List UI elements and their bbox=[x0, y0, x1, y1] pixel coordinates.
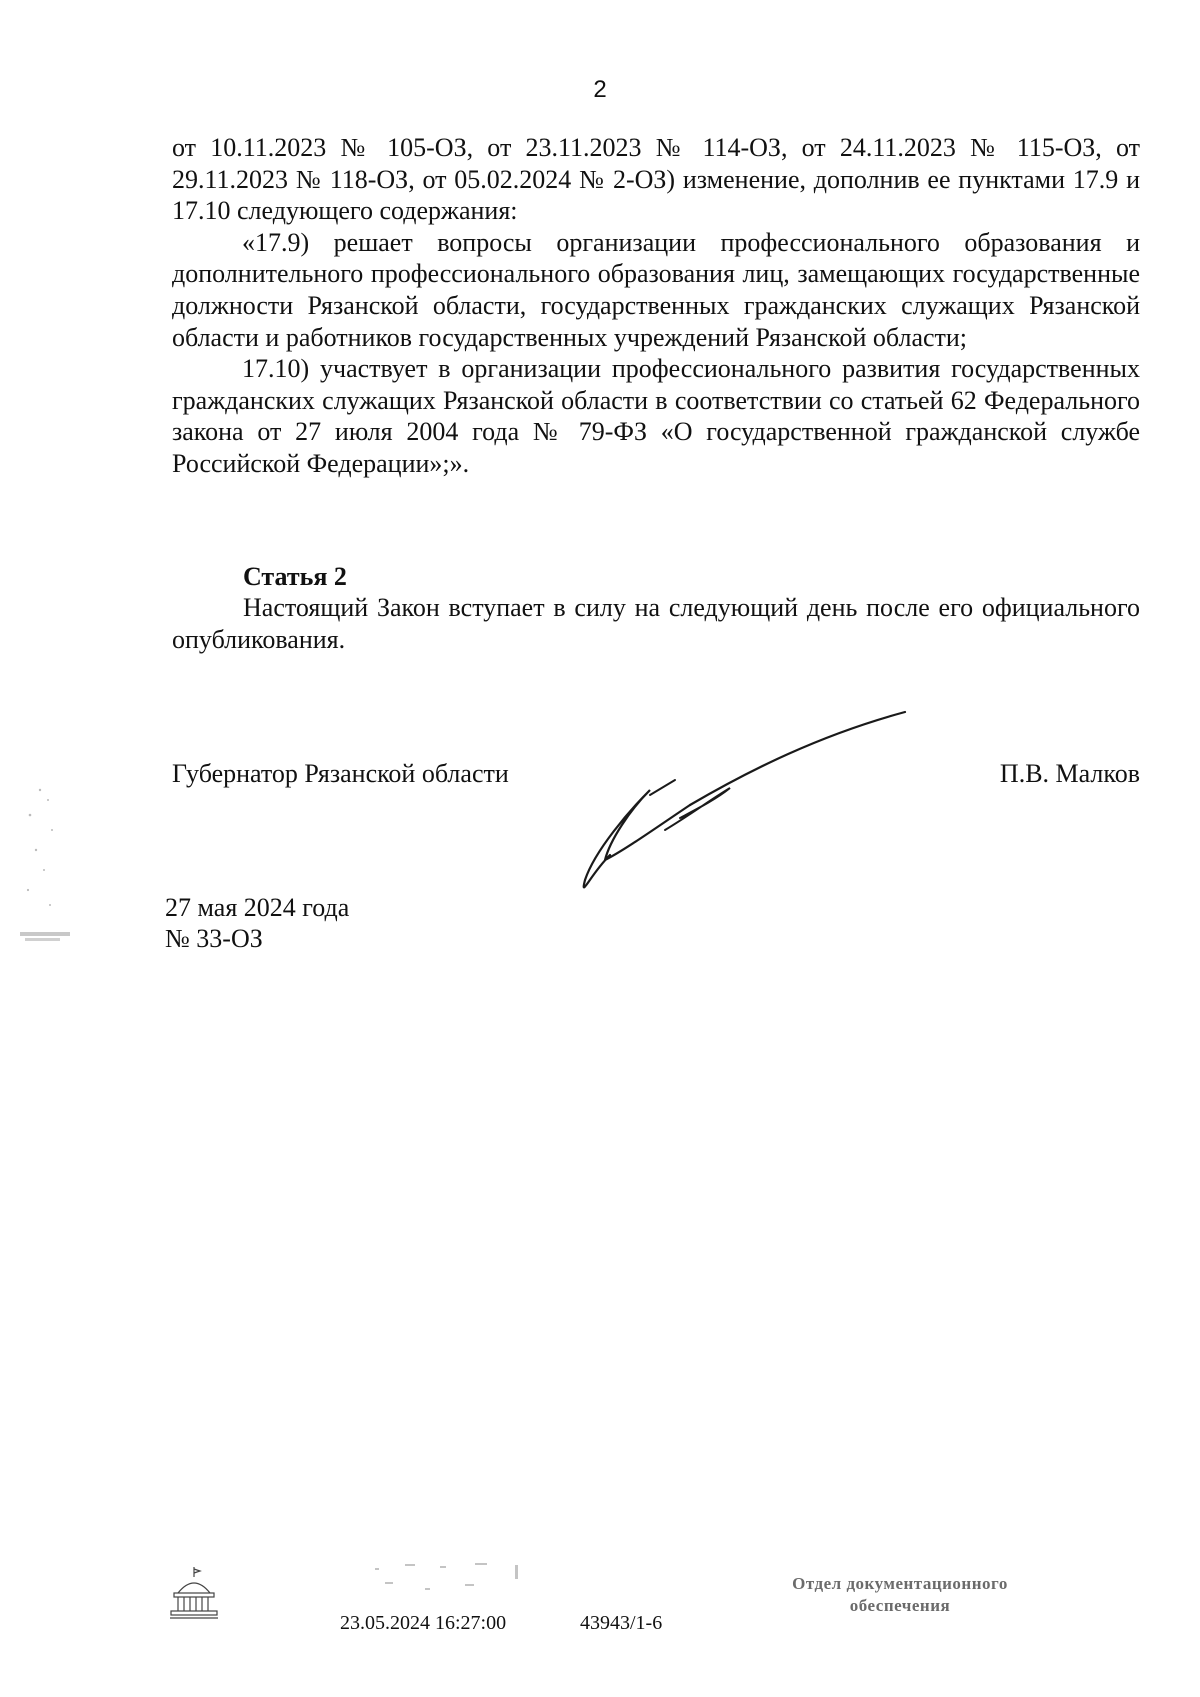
article-2-paragraph: Настоящий Закон вступает в силу на следующий день после его официального опубликования. bbox=[172, 593, 1140, 654]
footer-registration-number: 43943/1-6 bbox=[580, 1612, 663, 1634]
law-date: 27 мая 2024 года bbox=[165, 893, 350, 922]
faint-stamp-icon bbox=[0, 770, 90, 950]
signer-title: Губернатор Рязанской области bbox=[172, 759, 509, 788]
item-17-10-paragraph: 17.10) участвует в организации профессионального развития государственных гражданских служащих Рязанской области в соответствии со статьей 62 Федерального закона от 27 июля 2004 года № 79-ФЗ «О государственной гражданской службе Российской Федерации»;». bbox=[172, 354, 1140, 478]
page-number: 2 bbox=[593, 76, 607, 103]
law-number: № 33-ОЗ bbox=[165, 924, 263, 953]
duma-building-icon bbox=[168, 1565, 220, 1620]
department-stamp bbox=[750, 1573, 1050, 1617]
signer-name: П.В. Малков bbox=[999, 759, 1140, 788]
scanned-marks bbox=[365, 1560, 535, 1605]
footer-datetime: 23.05.2024 16:27:00 bbox=[340, 1612, 507, 1634]
body-text bbox=[172, 132, 1140, 480]
article-2-heading: Статья 2 bbox=[243, 562, 347, 591]
item-17-9-paragraph: «17.9) решает вопросы организации профессионального образования и дополнительного профессионального образования лиц, замещающих государственные должности Рязанской области, государственных гражданских служащих Рязанской области и работников государственных учреждений Рязанской области; bbox=[172, 227, 1140, 352]
handwritten-signature bbox=[570, 700, 930, 900]
department-line-2: обеспечения bbox=[849, 1596, 951, 1615]
intro-paragraph: от 10.11.2023 № 105-ОЗ, от 23.11.2023 № 114-ОЗ, от 24.11.2023 № 115-ОЗ, от 29.11.2023 № 118-ОЗ, от 05.02.2024 № 2-ОЗ) изменение, дополнив ее пунктами 17.9 и 17.10 следующего содержания: bbox=[172, 133, 1140, 226]
article-2-text bbox=[172, 592, 1140, 655]
department-line-1: Отдел документационного bbox=[792, 1574, 1008, 1593]
